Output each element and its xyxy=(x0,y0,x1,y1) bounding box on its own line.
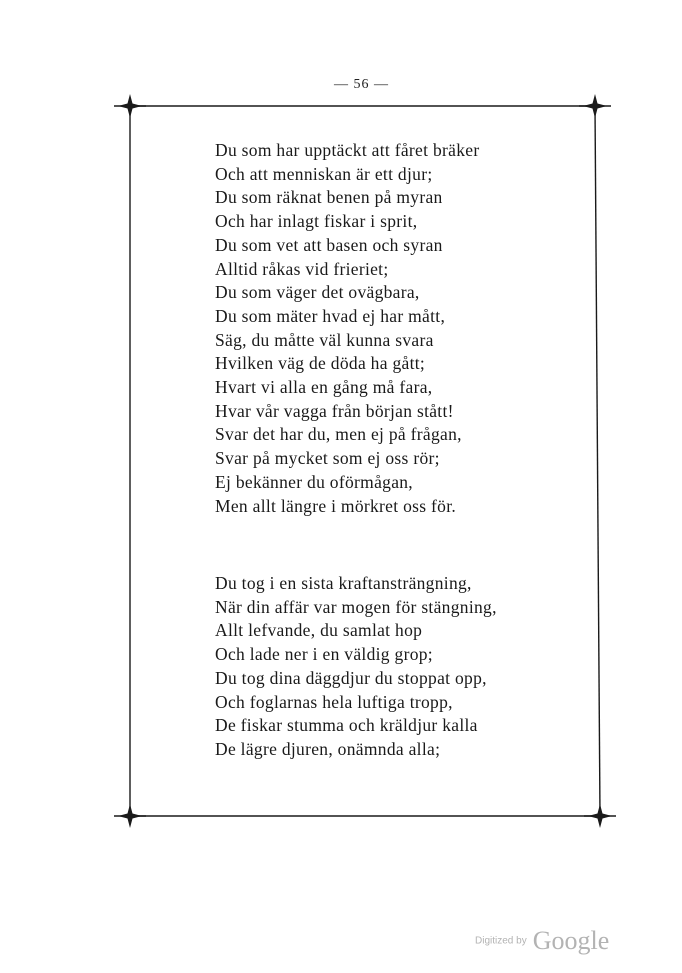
poem-line: Du som vet att basen och syran xyxy=(215,234,443,255)
watermark-brand-logo: Google xyxy=(532,926,610,955)
poem-line: Ej bekänner du oförmågan, xyxy=(215,471,413,492)
poem-line: Svar på mycket som ej oss rör; xyxy=(215,448,440,469)
corner-star-top-right-icon xyxy=(583,94,607,118)
poem-line: Och foglarnas hela luftiga tropp, xyxy=(215,691,453,712)
watermark-prefix: Digitized by xyxy=(475,935,527,947)
poem-line: Du som har upptäckt att fåret bräker xyxy=(215,140,480,160)
corner-star-bottom-right-icon xyxy=(588,804,612,828)
corner-star-bottom-left-icon xyxy=(118,804,142,828)
poem-stanza-2 xyxy=(215,572,497,762)
poem-line: Du som mäter hvad ej har mått, xyxy=(215,305,446,326)
poem-line: Och lade ner i en väldig grop; xyxy=(215,644,433,665)
poem-line: Du tog dina däggdjur du stoppat opp, xyxy=(215,667,487,688)
poem-line: Hvart vi alla en gång må fara, xyxy=(215,377,433,398)
corner-star-top-left-icon xyxy=(118,94,142,118)
poem-line: Hvilken väg de döda ha gått; xyxy=(215,353,426,374)
poem-line: De lägre djuren, onämnda alla; xyxy=(215,738,441,759)
digitized-watermark xyxy=(475,926,609,956)
poem-line: När din affär var mogen för stängning, xyxy=(215,596,497,617)
poem-line: Alltid råkas vid frieriet; xyxy=(215,258,389,279)
poem-stanza-1 xyxy=(215,139,479,518)
poem-line: Men allt längre i mörkret oss för. xyxy=(215,495,457,516)
page-number: — 56 — xyxy=(334,77,389,92)
poem-line: Du som räknat benen på myran xyxy=(215,187,443,208)
poem-line: Säg, du måtte väl kunna svara xyxy=(215,329,434,350)
poem-line: De fiskar stumma och kräldjur kalla xyxy=(215,715,478,736)
frame-right-line xyxy=(595,106,600,816)
poem-line: Och att menniskan är ett djur; xyxy=(215,163,433,184)
poem-line: Allt lefvande, du samlat hop xyxy=(215,620,423,641)
poem-line: Och har inlagt fiskar i sprit, xyxy=(215,211,418,232)
poem-line: Du som väger det ovägbara, xyxy=(215,282,420,303)
poem-line: Svar det har du, men ej på frågan, xyxy=(215,424,462,445)
poem-line: Du tog i en sista kraftansträngning, xyxy=(215,573,472,593)
poem-line: Hvar vår vagga från början stått! xyxy=(215,400,454,421)
